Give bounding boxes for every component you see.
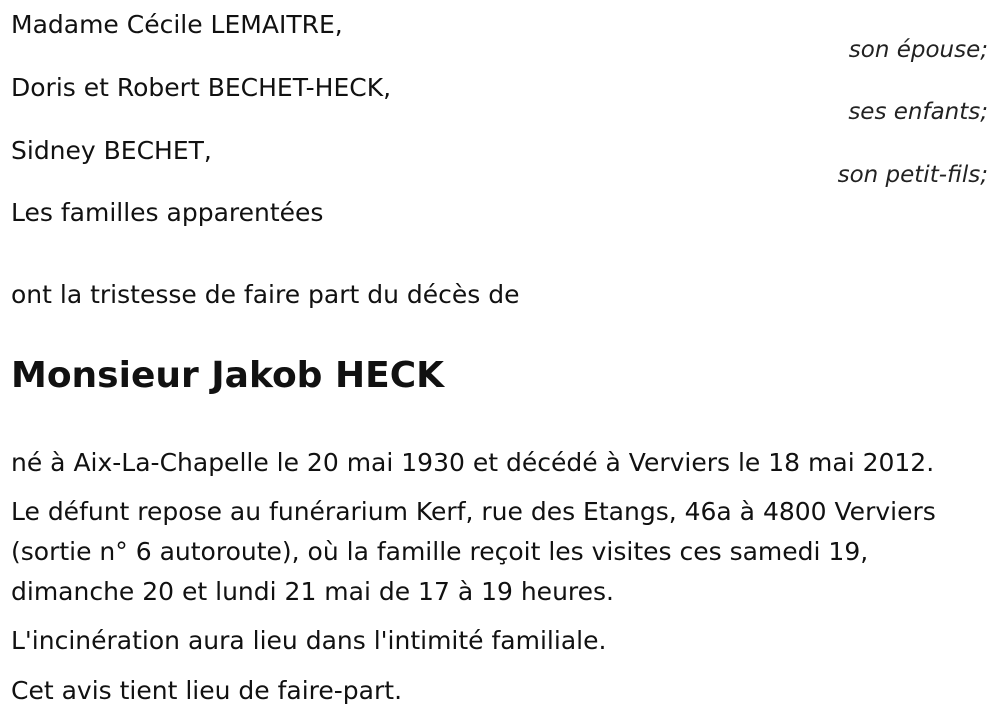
funeral-home-text: Le défunt repose au funérarium Kerf, rue des Etangs, 46a à 4800 Verviers (sortie n° 6 autoroute), où la famille reçoit les visites ces samedi 19, dimanche 20 et lundi 21 mai de 17 à 19 heures. bbox=[11, 497, 936, 606]
cremation-text: L'incinération aura lieu dans l'intimité familiale. bbox=[11, 626, 607, 655]
family-role-1: son épouse; bbox=[848, 37, 988, 63]
family-role-2: ses enfants; bbox=[848, 99, 988, 125]
family-role-3: son petit-fils; bbox=[837, 162, 988, 188]
notice-text: Cet avis tient lieu de faire-part. bbox=[11, 676, 403, 705]
family-name-4: Les familles apparentées bbox=[11, 198, 324, 227]
deceased-name: Monsieur Jakob HECK bbox=[11, 355, 445, 396]
announcement-text: ont la tristesse de faire part du décès de bbox=[11, 280, 520, 309]
birth-death-text: né à Aix-La-Chapelle le 20 mai 1930 et décédé à Verviers le 18 mai 2012. bbox=[11, 448, 935, 477]
family-name-3: Sidney BECHET, bbox=[11, 136, 212, 165]
family-name-2: Doris et Robert BECHET-HECK, bbox=[11, 73, 392, 102]
family-name-1: Madame Cécile LEMAITRE, bbox=[11, 10, 343, 39]
